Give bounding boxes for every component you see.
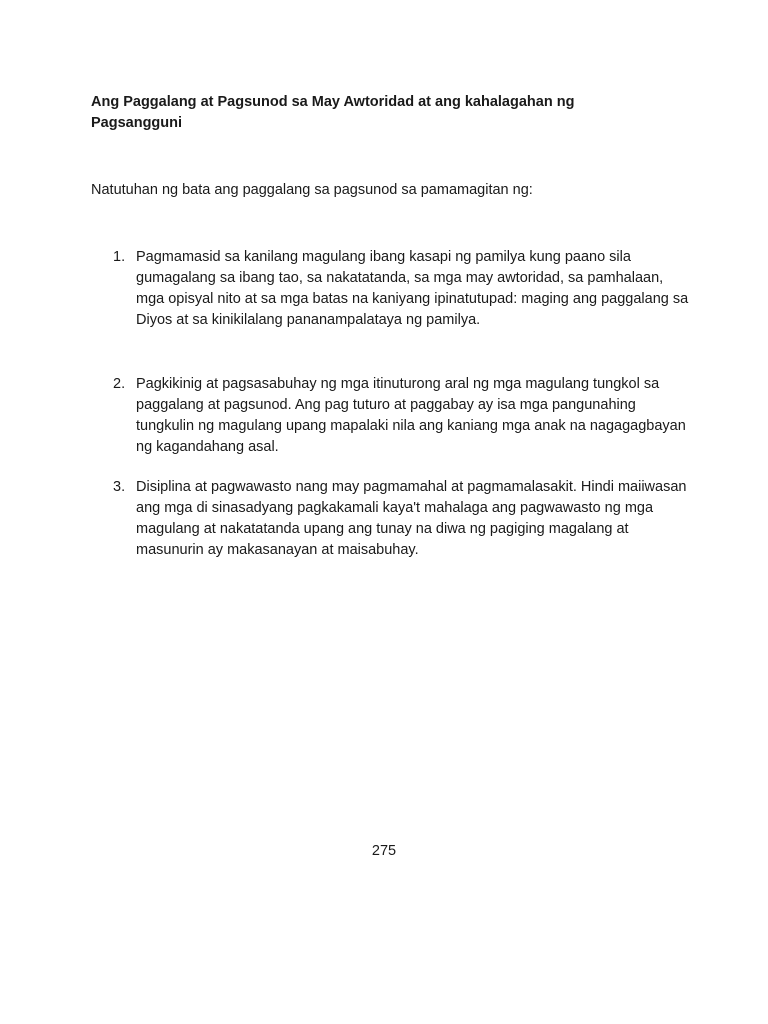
list-item-text: Pagmamasid sa kanilang magulang ibang kasapi ng pamilya kung paano sila gumagalang sa ibang tao, sa nakatatanda, sa mga may awtoridad, sa pamhalaan, mga opisyal nito at sa mga batas na kaniyang ipinatutupad: maging ang paggalang sa Diyos at sa kinikilalang pananampalataya ng pamilya.: [136, 249, 689, 328]
list-item-text: Disiplina at pagwawasto nang may pagmamahal at pagmamalasakit. Hindi maiiwasan ang mga di sinasadyang pagkakamali kaya't mahalaga ang pagwawasto ng mga magulang at nakatatanda upang ang tunay na diwa ng pagiging magalang at masunurin ay makasanayan at maisabuhay.: [136, 479, 687, 558]
list-item-number: 3.: [113, 479, 126, 495]
document-title: Ang Paggalang at Pagsunod sa May Awtoridad at ang kahalagahan ng Pagsangguni: [91, 94, 575, 131]
list-item-text: Pagkikinig at pagsasabuhay ng mga itinuturong aral ng mga magulang tungkol sa paggalang at pagsunod. Ang pag tuturo at paggabay ay isa mga pangunahing tungkulin ng magulang upang mapalaki nila ang kaniang mga anak na nagagagbayan ng kagandahang asal.: [136, 376, 686, 455]
list-item: [113, 247, 693, 331]
page-number: 275: [371, 843, 397, 859]
list-item: [113, 374, 693, 458]
list-item-number: 2.: [113, 376, 126, 392]
list-item-number: 1.: [113, 249, 126, 265]
intro-paragraph: Natutuhan ng bata ang paggalang sa pagsunod sa pamamagitan ng:: [91, 182, 533, 198]
list-item: [113, 477, 693, 561]
